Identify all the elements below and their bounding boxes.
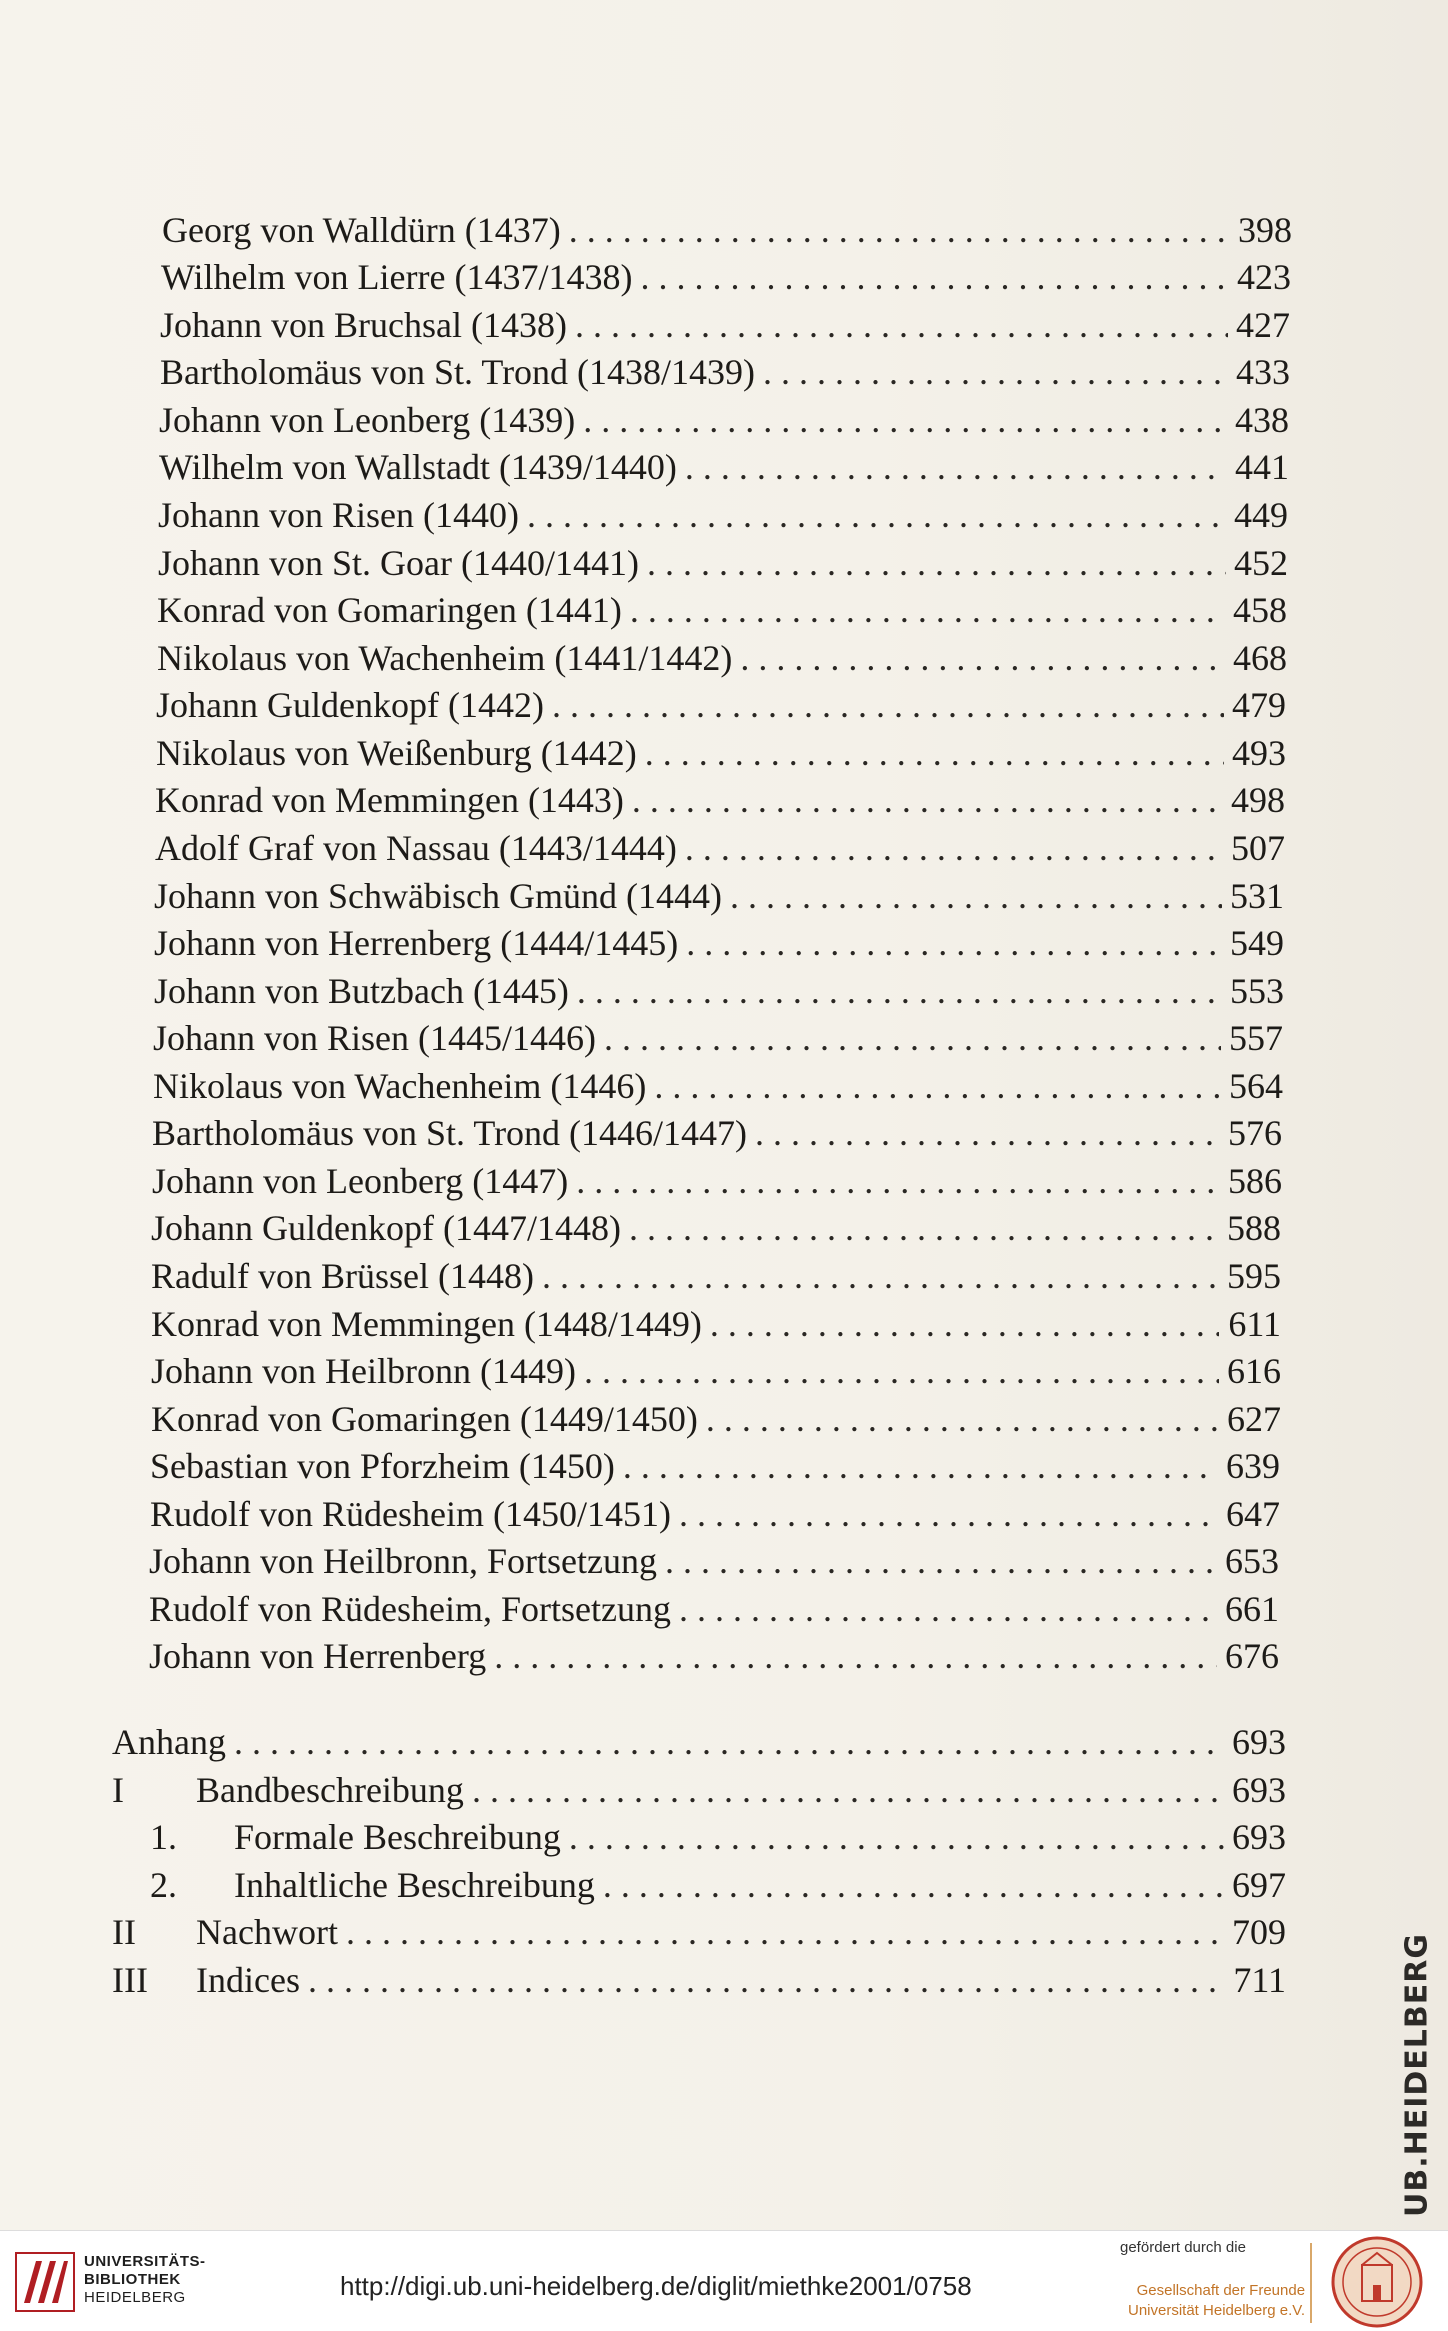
society-name-line: Universität Heidelberg e.V.	[1128, 2302, 1306, 2319]
toc-entry-title: Georg von Walldürn (1437)	[162, 210, 561, 250]
dot-leader	[710, 1304, 1219, 1344]
dot-leader	[632, 780, 1223, 820]
toc-entry-page: 709	[1232, 1912, 1286, 1952]
dot-leader	[234, 1722, 1224, 1762]
toc-entry-page: 438	[1235, 400, 1289, 440]
toc-entry-page: 441	[1235, 447, 1289, 487]
toc-entry-title: Inhaltliche Beschreibung	[234, 1865, 595, 1905]
toc-entry-title: Konrad von Gomaringen (1441)	[157, 590, 622, 630]
toc-entry-number: II	[112, 1912, 136, 1952]
dot-leader	[685, 828, 1223, 868]
dot-leader	[706, 1399, 1219, 1439]
toc-entry-title: Johann von Heilbronn (1449)	[151, 1351, 576, 1391]
source-url-link[interactable]: http://digi.ub.uni-heidelberg.de/diglit/miethke2001/0758	[340, 2271, 972, 2301]
toc-entry-page: 588	[1227, 1208, 1281, 1248]
toc-entry	[161, 257, 1291, 297]
toc-entry	[157, 638, 1287, 678]
university-seal-icon	[1330, 2235, 1424, 2329]
toc-entry-page: 693	[1232, 1817, 1286, 1857]
toc-entry-title: Rudolf von Rüdesheim, Fortsetzung	[149, 1589, 671, 1629]
library-name-line: HEIDELBERG	[84, 2289, 186, 2306]
toc-entry	[154, 876, 1284, 916]
toc-entry-page: 468	[1233, 638, 1287, 678]
toc-entry-page: 697	[1232, 1865, 1286, 1905]
toc-entry-title: Konrad von Gomaringen (1449/1450)	[151, 1399, 698, 1439]
toc-entry-title: Johann von Leonberg (1447)	[152, 1161, 569, 1201]
toc-entry	[154, 923, 1284, 963]
toc-entry-page: 427	[1236, 305, 1290, 345]
toc-entry-title: Nikolaus von Wachenheim (1441/1442)	[157, 638, 733, 678]
toc-entry	[151, 1304, 1281, 1344]
toc-entry	[158, 543, 1288, 583]
dot-leader	[640, 257, 1229, 297]
toc-entry	[151, 1208, 1281, 1248]
dot-leader	[623, 1446, 1218, 1486]
toc-entry-title: Nikolaus von Weißenburg (1442)	[156, 733, 637, 773]
dot-leader	[576, 1161, 1220, 1201]
library-name-line: UNIVERSITÄTS-	[84, 2253, 206, 2270]
dot-leader	[569, 210, 1230, 250]
dot-leader	[604, 1018, 1221, 1058]
toc-entry-title: Adolf Graf von Nassau (1443/1444)	[155, 828, 677, 868]
toc-entry-title: Johann von Herrenberg	[149, 1636, 487, 1676]
toc-entry	[149, 1589, 1279, 1629]
footer-bar	[0, 2230, 1448, 2331]
toc-entry-page: 479	[1232, 685, 1286, 725]
toc-entry-page: 423	[1237, 257, 1291, 297]
toc-entry-page: 493	[1232, 733, 1286, 773]
toc-entry-page: 449	[1234, 495, 1288, 535]
dot-leader	[527, 495, 1226, 535]
dot-leader	[603, 1865, 1224, 1905]
toc-entry	[160, 352, 1290, 392]
toc-entry-page: 498	[1231, 780, 1285, 820]
toc-entry	[162, 210, 1292, 250]
toc-entry-page: 531	[1230, 876, 1284, 916]
toc-entry-page: 433	[1236, 352, 1290, 392]
toc-entry-page: 458	[1233, 590, 1287, 630]
toc-entry-title: Johann von St. Goar (1440/1441)	[158, 543, 639, 583]
toc-entry-number: I	[112, 1770, 124, 1810]
toc-entry	[159, 447, 1289, 487]
toc-entry-page: 452	[1234, 543, 1288, 583]
toc-entry-title: Sebastian von Pforzheim (1450)	[150, 1446, 615, 1486]
toc-entry-title: Rudolf von Rüdesheim (1450/1451)	[150, 1494, 671, 1534]
toc-entry-page: 693	[1232, 1722, 1286, 1762]
dot-leader	[763, 352, 1228, 392]
toc-entry	[152, 1113, 1282, 1153]
toc-entry	[149, 1541, 1279, 1581]
toc-entry-page: 693	[1232, 1770, 1286, 1810]
toc-entry-title: Anhang	[112, 1722, 226, 1762]
toc-entry-page: 507	[1231, 828, 1285, 868]
dot-leader	[552, 685, 1224, 725]
toc-entry-page: 586	[1228, 1161, 1282, 1201]
dot-leader	[679, 1589, 1217, 1629]
dot-leader	[730, 876, 1222, 916]
toc-entry-page: 711	[1233, 1960, 1286, 2000]
toc-entry-page: 647	[1226, 1494, 1280, 1534]
toc-entry-page: 553	[1230, 971, 1284, 1011]
toc-entry-title: Nikolaus von Wachenheim (1446)	[153, 1066, 647, 1106]
dot-leader	[346, 1912, 1224, 1952]
toc-entry	[153, 1066, 1283, 1106]
toc-entry-page: 564	[1229, 1066, 1283, 1106]
toc-appendix-entry	[112, 1722, 1286, 1762]
dot-leader	[630, 590, 1225, 630]
toc-entry	[159, 400, 1289, 440]
toc-entry-title: Johann Guldenkopf (1442)	[156, 685, 544, 725]
toc-entry-page: 676	[1225, 1636, 1279, 1676]
university-library-logo-icon	[14, 2251, 76, 2313]
toc-appendix-entry	[112, 1770, 1286, 1810]
dot-leader	[584, 1351, 1219, 1391]
library-name-line: BIBLIOTHEK	[84, 2271, 181, 2288]
toc-entry-title: Johann von Schwäbisch Gmünd (1444)	[154, 876, 722, 916]
toc-entry-title: Radulf von Brüssel (1448)	[151, 1256, 534, 1296]
university-library-name	[84, 2253, 206, 2307]
toc-entry-title: Johann von Risen (1445/1446)	[153, 1018, 596, 1058]
toc-entry-number: 2.	[150, 1865, 177, 1905]
toc-entry-page: 627	[1227, 1399, 1281, 1439]
toc-entry-title: Johann von Bruchsal (1438)	[160, 305, 567, 345]
dot-leader	[472, 1770, 1224, 1810]
toc-entry-title: Johann von Heilbronn, Fortsetzung	[149, 1541, 657, 1581]
toc-entry-title: Johann von Risen (1440)	[158, 495, 519, 535]
toc-entry	[155, 780, 1285, 820]
toc-entry	[152, 1161, 1282, 1201]
toc-entry	[153, 1018, 1283, 1058]
toc-entry-number: III	[112, 1960, 148, 2000]
toc-entry-title: Johann von Butzbach (1445)	[154, 971, 569, 1011]
toc-entry-title: Konrad von Memmingen (1448/1449)	[151, 1304, 702, 1344]
toc-entry	[151, 1399, 1281, 1439]
dot-leader	[654, 1066, 1221, 1106]
toc-entry-title: Wilhelm von Wallstadt (1439/1440)	[159, 447, 677, 487]
toc-entry-page: 653	[1225, 1541, 1279, 1581]
dot-leader	[629, 1208, 1219, 1248]
toc-entry	[154, 971, 1284, 1011]
toc-entry-title: Bartholomäus von St. Trond (1446/1447)	[152, 1113, 748, 1153]
toc-entry-page: 595	[1227, 1256, 1281, 1296]
dot-leader	[569, 1817, 1224, 1857]
toc-entry	[151, 1256, 1281, 1296]
toc-entry	[156, 685, 1286, 725]
toc-entry	[155, 828, 1285, 868]
toc-entry-page: 611	[1228, 1304, 1281, 1344]
toc-entry-page: 616	[1227, 1351, 1281, 1391]
toc-entry	[150, 1494, 1280, 1534]
toc-appendix-entry	[150, 1865, 1286, 1905]
dot-leader	[665, 1541, 1217, 1581]
dot-leader	[577, 971, 1222, 1011]
society-name	[1128, 2281, 1305, 2321]
toc-entry-page: 661	[1225, 1589, 1279, 1629]
toc-appendix-entry	[112, 1960, 1286, 2000]
funded-by-label: gefördert durch die	[1120, 2239, 1246, 2256]
toc-entry-page: 557	[1229, 1018, 1283, 1058]
dot-leader	[308, 1960, 1224, 2000]
toc-entry-title: Bandbeschreibung	[196, 1770, 464, 1810]
toc-appendix-entry	[150, 1817, 1286, 1857]
toc-entry-page: 549	[1230, 923, 1284, 963]
dot-leader	[645, 733, 1224, 773]
dot-leader	[679, 1494, 1218, 1534]
toc-entry	[157, 590, 1287, 630]
toc-entry-title: Johann Guldenkopf (1447/1448)	[151, 1208, 621, 1248]
dot-leader	[575, 305, 1228, 345]
toc-entry-number: 1.	[150, 1817, 177, 1857]
toc-entry	[160, 305, 1290, 345]
toc-entry	[150, 1446, 1280, 1486]
dot-leader	[686, 923, 1222, 963]
society-name-line: Gesellschaft der Freunde	[1136, 2282, 1306, 2299]
dot-leader	[494, 1636, 1217, 1676]
dot-leader	[542, 1256, 1219, 1296]
toc-entry-title: Johann von Herrenberg (1444/1445)	[154, 923, 679, 963]
toc-entry-title: Indices	[196, 1960, 300, 2000]
toc-entry	[156, 733, 1286, 773]
toc-entry-title: Formale Beschreibung	[234, 1817, 561, 1857]
dot-leader	[583, 400, 1227, 440]
toc-entry	[151, 1351, 1281, 1391]
library-stamp	[1392, 1933, 1442, 2217]
toc-entry-page: 639	[1226, 1446, 1280, 1486]
toc-entry-page: 576	[1228, 1113, 1282, 1153]
toc-appendix-entry	[112, 1912, 1286, 1952]
footer-divider	[1310, 2243, 1312, 2323]
toc-entry-title: Bartholomäus von St. Trond (1438/1439)	[160, 352, 756, 392]
dot-leader	[755, 1113, 1220, 1153]
toc-entry-page: 398	[1238, 210, 1292, 250]
dot-leader	[740, 638, 1225, 678]
toc-entry-title: Johann von Leonberg (1439)	[159, 400, 576, 440]
toc-entry-title: Wilhelm von Lierre (1437/1438)	[161, 257, 633, 297]
dot-leader	[647, 543, 1226, 583]
toc-entry	[149, 1636, 1279, 1676]
library-stamp-text: UB.HEIDELBERG	[1399, 1933, 1435, 2217]
toc-entry-title: Nachwort	[196, 1912, 338, 1952]
dot-leader	[685, 447, 1227, 487]
toc-entry-title: Konrad von Memmingen (1443)	[155, 780, 624, 820]
toc-entry	[158, 495, 1288, 535]
